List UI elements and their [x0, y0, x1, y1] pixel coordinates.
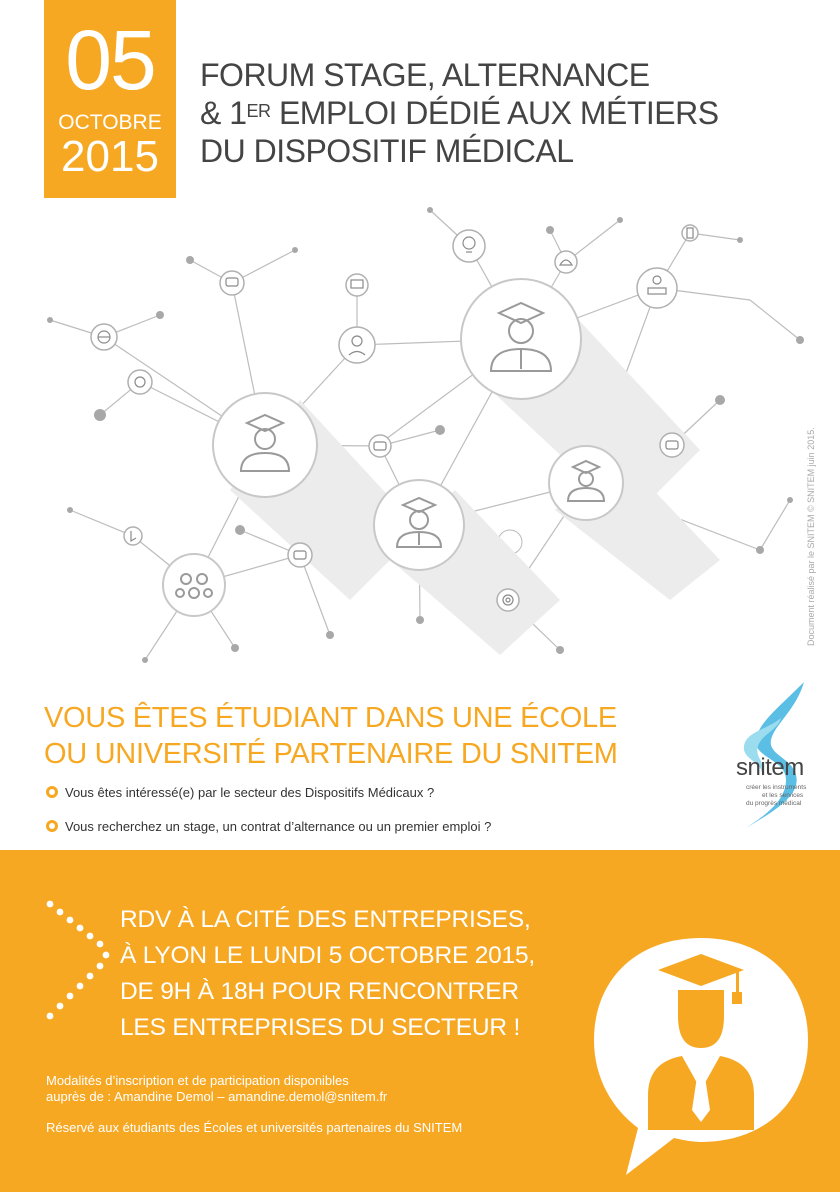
title-line-2: [200, 94, 800, 132]
question-text: Vous recherchez un stage, un contrat d’alternance ou un premier emploi ?: [65, 818, 492, 834]
credit-label: Document réalisé par le SNITEM © SNITEM juin 2015.: [806, 427, 816, 646]
registration-line-2: auprès de : Amandine Demol – amandine.demol@snitem.fr: [46, 1089, 388, 1104]
question-text: Vous êtes intéressé(e) par le secteur des Dispositifs Médicaux ?: [65, 784, 435, 800]
snitem-tagline: [746, 784, 806, 808]
network-large-nodes: [163, 279, 720, 655]
title-line-1: FORUM STAGE, ALTERNANCE: [200, 57, 650, 93]
headline-line-1: VOUS ÊTES ÉTUDIANT DANS UNE ÉCOLE: [44, 702, 617, 734]
speech-bubble-graduate-icon: [586, 930, 816, 1180]
title-line-2-sup: ER: [246, 101, 271, 121]
headline: [44, 700, 704, 772]
date-block: [44, 0, 176, 198]
rdv-line: DE 9H À 18H POUR RENCONTRER: [120, 978, 519, 1005]
chevron-dots-icon: [44, 890, 124, 1040]
registration-line-1: Modalités d’inscription et de participation disponibles: [46, 1073, 349, 1088]
rdv-line: À LYON LE LUNDI 5 OCTOBRE 2015,: [120, 942, 536, 969]
bullet-ring-icon: [46, 786, 58, 798]
network-lines: [50, 210, 800, 660]
registration-info: [46, 1073, 606, 1105]
bullet-ring-icon: [46, 820, 58, 832]
title-line-2-rest: EMPLOI DÉDIÉ AUX MÉTIERS: [270, 95, 719, 131]
title-line-3: DU DISPOSITIF MÉDICAL: [200, 133, 574, 169]
tagline-line-1: créer les instruments: [746, 784, 807, 791]
date-month: OCTOBRE: [58, 111, 162, 134]
snitem-wordmark: snitem: [736, 754, 804, 781]
credit-text: [806, 396, 826, 646]
event-title: [200, 56, 800, 170]
network-small-dots: [47, 207, 804, 663]
title-line-2-prefix: & 1: [200, 95, 247, 131]
reserved-note: Réservé aux étudiants des Écoles et universités partenaires du SNITEM: [46, 1120, 463, 1135]
date-day: 05: [65, 13, 155, 107]
rdv-line: RDV À LA CITÉ DES ENTREPRISES,: [120, 906, 531, 933]
question-item: [46, 816, 491, 836]
snitem-logo: [716, 680, 816, 830]
headline-line-2: OU UNIVERSITÉ PARTENAIRE DU SNITEM: [44, 738, 618, 770]
rdv-text: [120, 902, 600, 1046]
rdv-line: LES ENTREPRISES DU SECTEUR !: [120, 1014, 521, 1041]
tagline-line-3: du progrès médical: [746, 800, 802, 807]
date-year: 2015: [61, 132, 159, 181]
question-item: [46, 782, 434, 802]
network-illustration: [0, 200, 840, 670]
tagline-line-2: et les services: [762, 792, 804, 799]
